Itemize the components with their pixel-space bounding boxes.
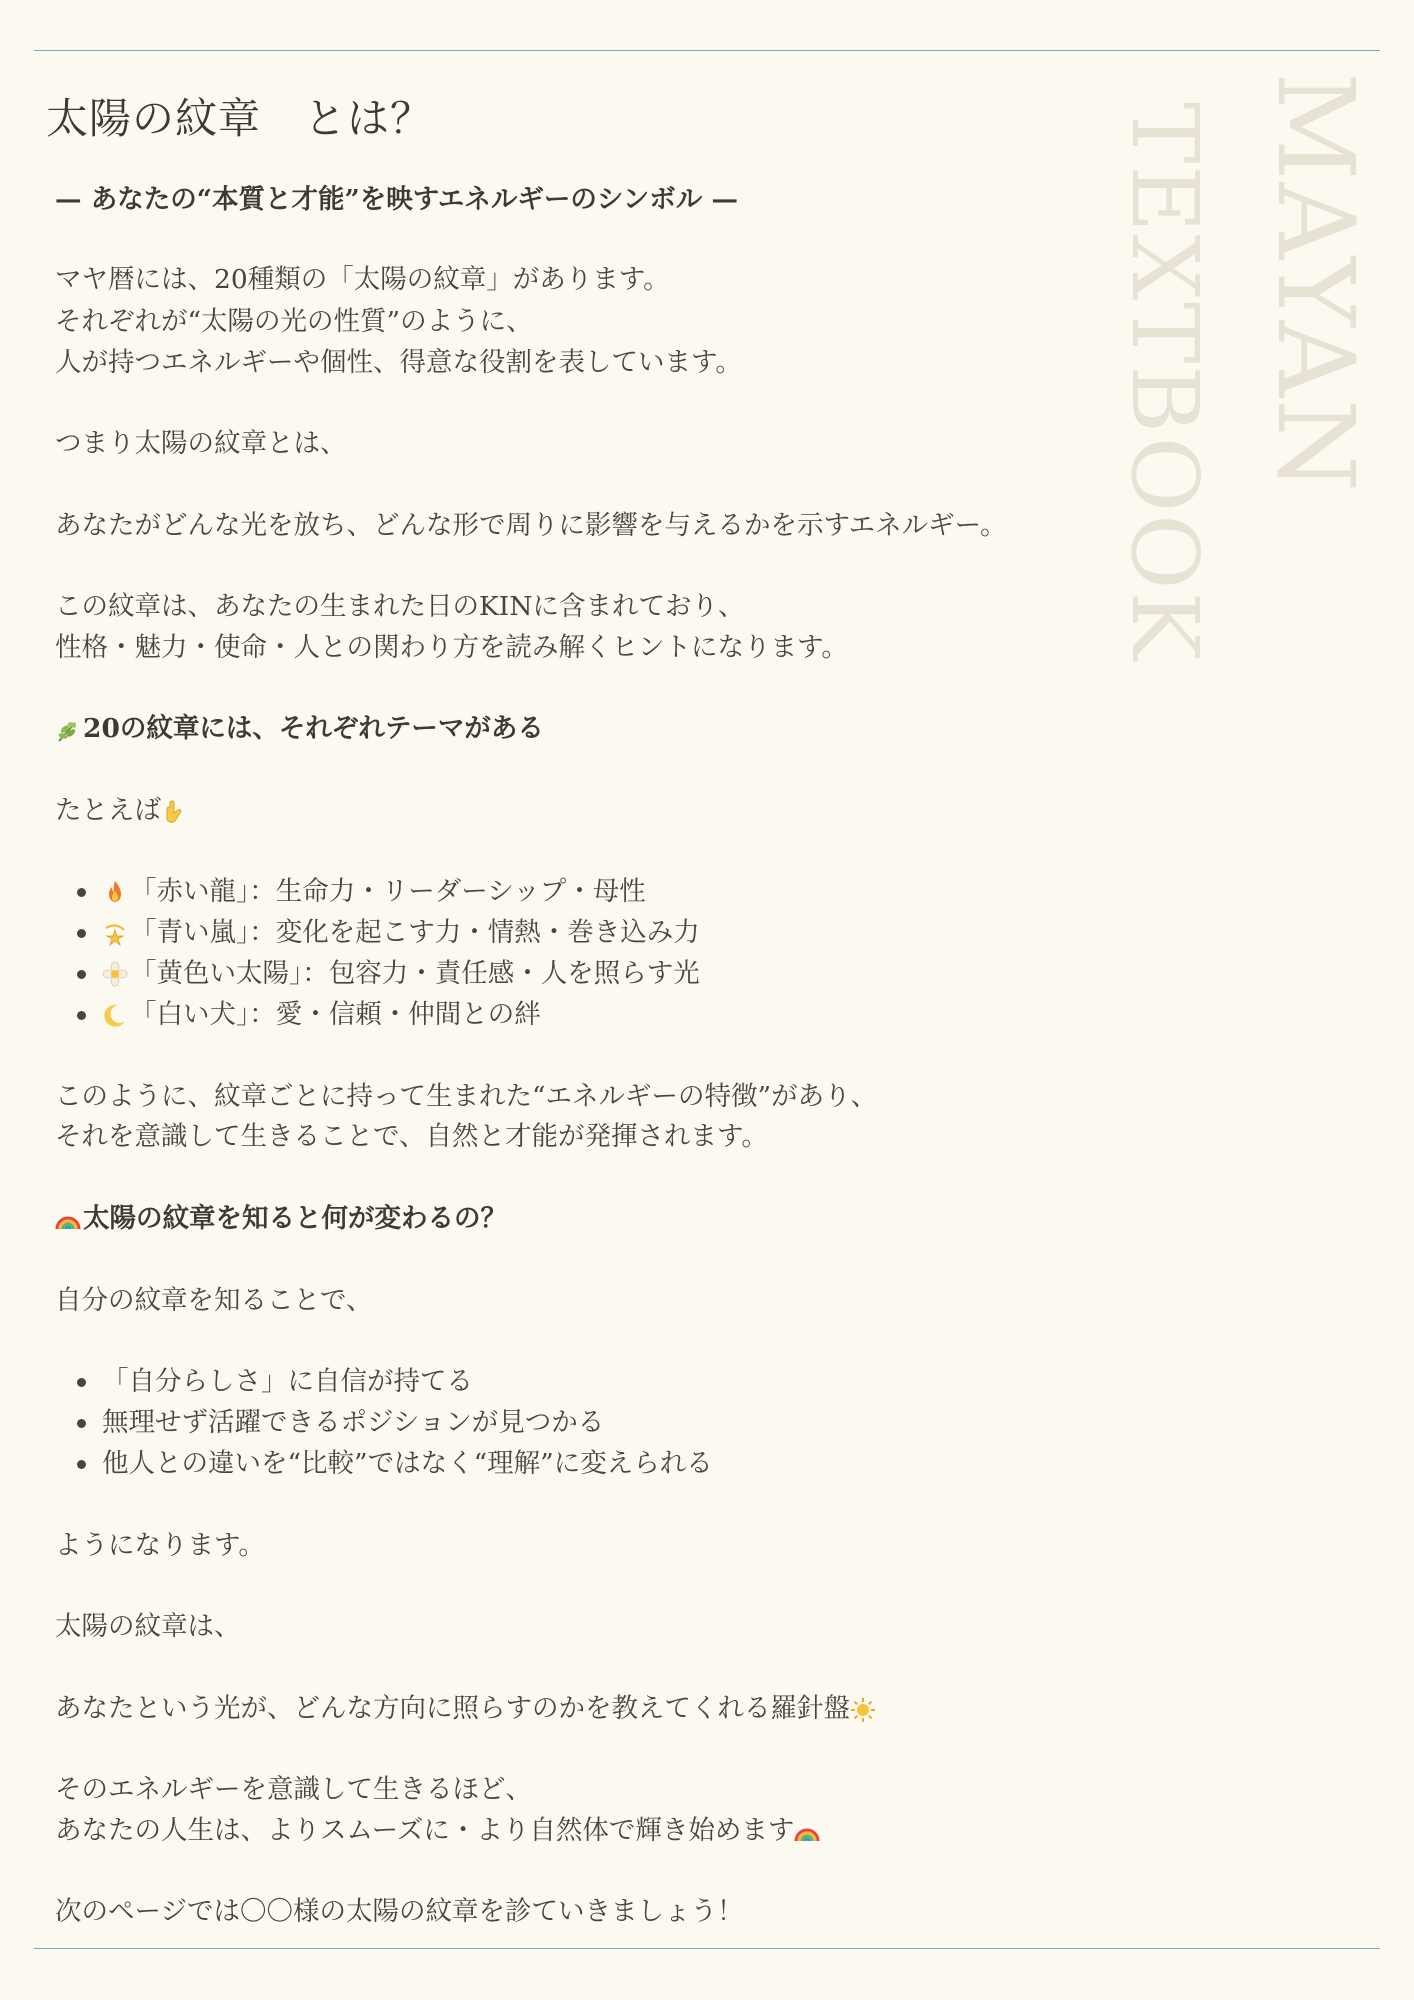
kin-line-2: 性格・魅力・使命・人との関わり方を読み解くヒントになります。 xyxy=(55,632,848,663)
blossom-icon xyxy=(102,961,128,987)
example-lead xyxy=(55,791,189,831)
examples-summary-line-2: それを意識して生きることで、自然と才能が発揮されます。 xyxy=(55,1121,768,1152)
closing-lead: 太陽の紋章は、 xyxy=(55,1611,241,1642)
benefit-item xyxy=(77,1362,473,1402)
example-item-yellow-sun xyxy=(77,954,700,994)
example-item-white-dog xyxy=(77,995,541,1035)
example-lead-label: たとえば xyxy=(55,795,161,826)
sun-icon xyxy=(850,1697,876,1723)
examples-summary-line-1: このように、紋章ごとに持って生まれた“エネルギーの特徴”があり、 xyxy=(55,1081,878,1112)
benefit-item xyxy=(77,1403,604,1443)
next-page-note: 次のページでは〇〇様の太陽の紋章を診ていきましょう！ xyxy=(55,1896,744,1927)
benefits-lead: 自分の紋章を知ることで、 xyxy=(55,1285,373,1316)
rainbow-icon xyxy=(55,1207,81,1233)
pointing-down-icon xyxy=(161,799,187,825)
subtitle: — あなたの“本質と才能”を映すエネルギーのシンボル — xyxy=(55,184,738,215)
intro-line-2: それぞれが“太陽の光の性質”のように、 xyxy=(55,306,533,337)
section-heading-benefits-label: 太陽の紋章を知ると何が変わるの？ xyxy=(83,1203,507,1234)
dizzy-star-icon xyxy=(102,920,128,946)
bullet-dot xyxy=(77,1011,86,1020)
energy-line-2 xyxy=(55,1811,822,1851)
benefit-item-label: 他人との違いを“比較”ではなく“理解”に変えられる xyxy=(102,1448,713,1479)
bullet-dot xyxy=(77,1378,86,1387)
example-item-label: 「青い嵐」：変化を起こす力・情熱・巻き込み力 xyxy=(130,917,700,948)
example-item-blue-storm xyxy=(77,913,700,953)
closing-text-label: あなたという光が、どんな方向に照らすのかを教えてくれる羅針盤 xyxy=(55,1693,850,1724)
energy-line-2-label: あなたの人生は、よりスムーズに・より自然体で輝き始めます xyxy=(55,1815,795,1846)
watermark-mayan: MAYAN xyxy=(1254,72,1377,494)
section-heading-themes xyxy=(55,709,544,749)
example-item-label: 「黄色い太陽」：包容力・責任感・人を照らす光 xyxy=(130,958,700,989)
benefit-item xyxy=(77,1444,713,1484)
section-heading-benefits xyxy=(55,1199,507,1239)
example-item-red-dragon xyxy=(77,872,646,912)
closing-text xyxy=(55,1689,878,1729)
bullet-dot xyxy=(77,1419,86,1428)
section-heading-themes-label: 20の紋章には、それぞれテーマがある xyxy=(83,713,544,744)
definition-lead: つまり太陽の紋章とは、 xyxy=(55,428,347,459)
bottom-rule xyxy=(34,1948,1380,1949)
bullet-dot xyxy=(77,970,86,979)
top-rule xyxy=(34,50,1380,51)
bullet-dot xyxy=(77,1460,86,1469)
kin-line-1: この紋章は、あなたの生まれた日のKINに含まれており、 xyxy=(55,591,745,622)
example-item-label: 「赤い龍」：生命力・リーダーシップ・母性 xyxy=(130,876,646,907)
fire-icon xyxy=(102,879,128,905)
watermark-textbook: TEXTBOOK xyxy=(1111,102,1218,663)
herb-icon xyxy=(55,717,81,743)
intro-line-3: 人が持つエネルギーや個性、得意な役割を表しています。 xyxy=(55,347,742,378)
intro-line-1: マヤ暦には、20種類の「太陽の紋章」があります。 xyxy=(55,264,670,295)
example-item-label: 「白い犬」：愛・信頼・仲間との絆 xyxy=(130,999,541,1030)
benefit-item-label: 「自分らしさ」に自信が持てる xyxy=(102,1366,473,1397)
crescent-moon-icon xyxy=(102,1002,128,1028)
definition-text: あなたがどんな光を放ち、どんな形で周りに影響を与えるかを示すエネルギー。 xyxy=(55,510,1007,541)
benefits-tail: ようになります。 xyxy=(55,1530,265,1561)
page-title: 太陽の紋章 とは？ xyxy=(46,94,434,143)
bullet-dot xyxy=(77,929,86,938)
rainbow-icon xyxy=(794,1819,820,1845)
energy-line-1: そのエネルギーを意識して生きるほど、 xyxy=(55,1774,532,1805)
benefit-item-label: 無理せず活躍できるポジションが見つかる xyxy=(102,1407,605,1438)
bullet-dot xyxy=(77,888,86,897)
